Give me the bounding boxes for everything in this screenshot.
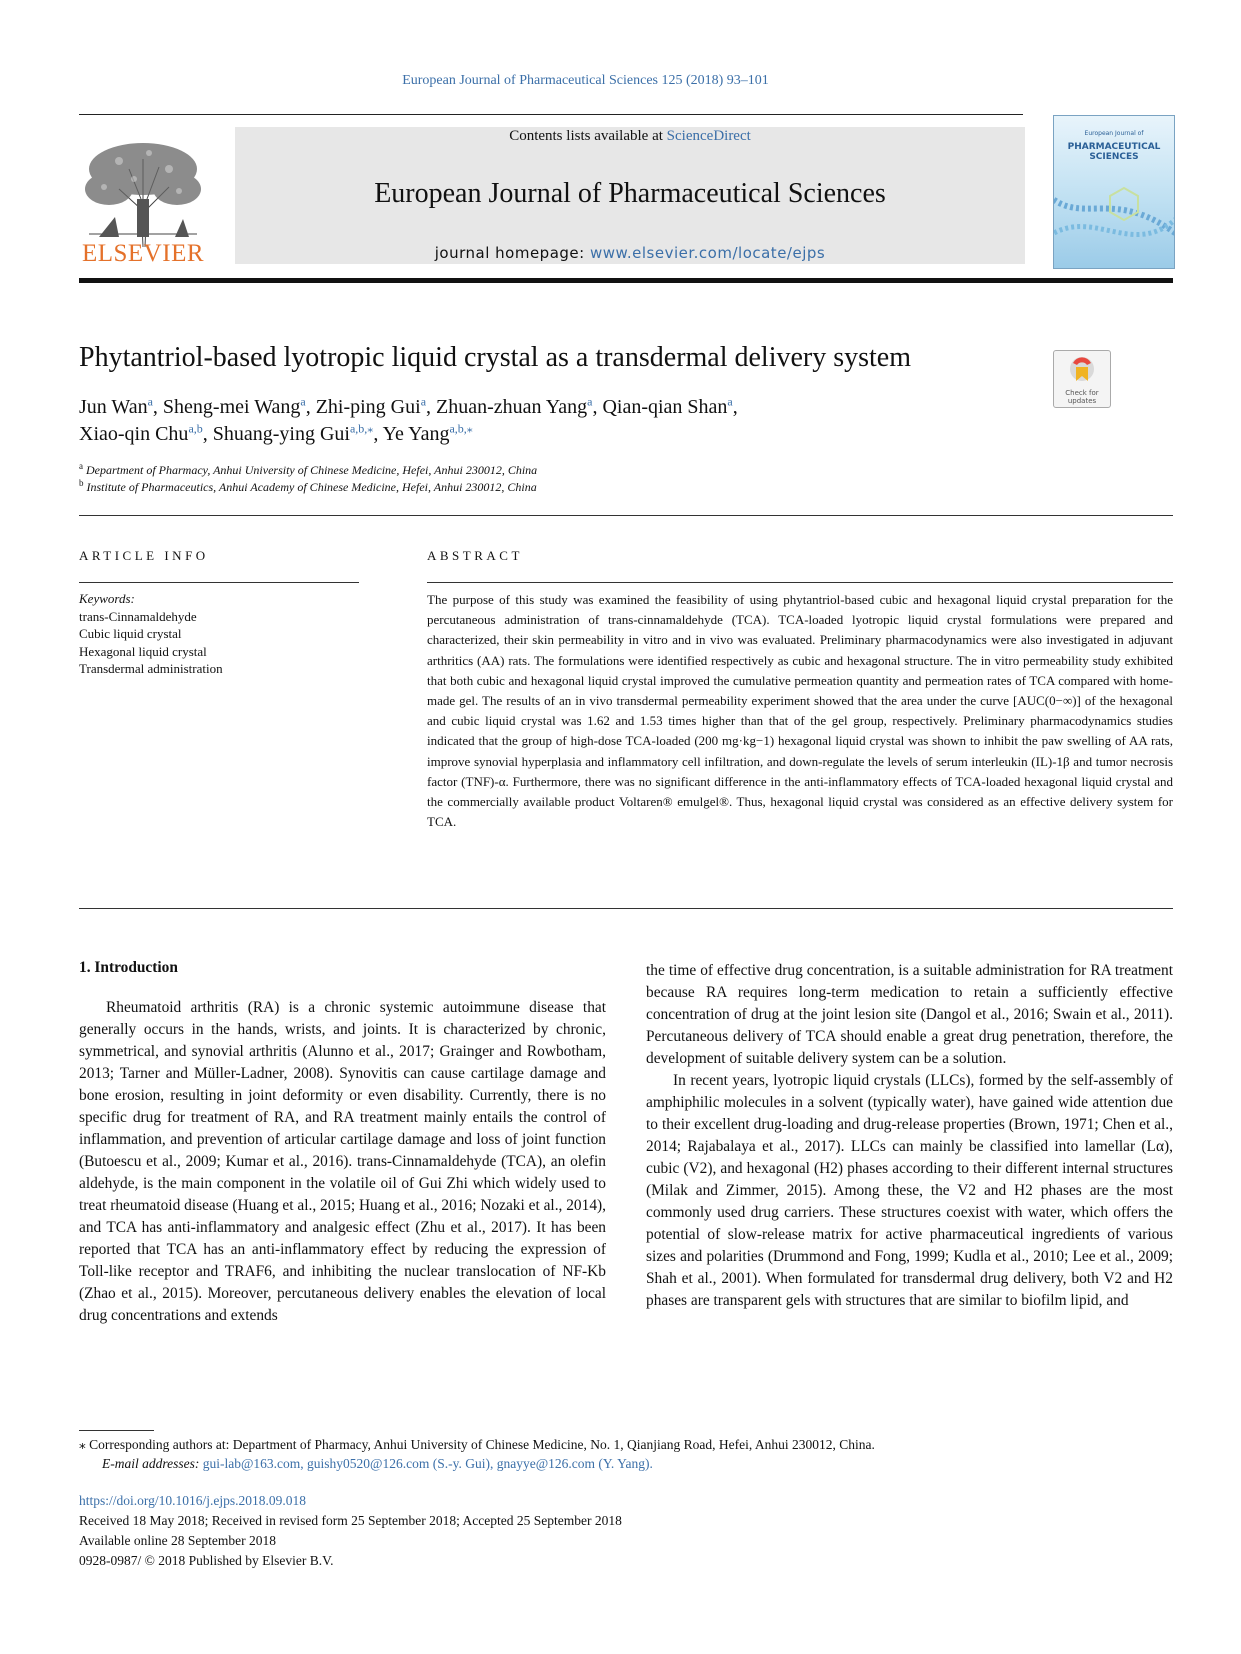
check-updates-icon — [1054, 351, 1110, 391]
affiliation-a: $^a$ Department of Pharmacy, Anhui University of Chinese Medicine, Hefei, Anhui 230012, China — [79, 461, 538, 477]
doi-link[interactable]: https://doi.org/10.1016/j.ejps.2018.09.018 — [79, 1493, 307, 1508]
author-line-1: Jun Wan$^a$, Sheng-mei Wang$^a$, Zhi-ping Gui$^a$, Zhuan-zhuan Yang$^a$, Qian-qian Shan$^a$, — [79, 394, 738, 418]
abstract-text: The purpose of this study was examined the feasibility of using phytantriol-based cubic and hexagonal liquid crystal preparation for the percutaneous administration of trans-cinnamaldehyde (TCA). TCA-loaded lyotropic liquid crystal formulations were prepared and characterized, their skin permeability in vitro and in vivo was evaluated. Preliminary pharmacodynamics were also investigated in adjuvant arthritics (AA) rats. The formulations were identified respectively as cubic and hexagonal structure. The in vitro permeability study exhibited that both cubic and hexagonal liquid crystal improved the cumulative permeation quantity and permeation rates of TCA compared with home-made gel. The results of an in vivo transdermal permeability experiment showed that the area under the curve [AUC(0−∞)] of the hexagonal and cubic liquid crystal was 1.62 and 1.53 times higher than that of the gel group, respectively. Preliminary pharmacodynamics studies indicated that the group of high-dose TCA-loaded (200 mg·kg−1) hexagonal liquid crystal was shown to inhibit the paw swelling of AA rats, improve synovial hyperplasia and inflammatory cell infiltration, and down-regulate the levels of serum interleukin (IL)-1β and tumor necrosis factor (TNF)-α. Furthermore, there was no significant difference in the anti-inflammatory effects of TCA-loaded hexagonal liquid crystal and the commercially available product Voltaren® emulgel®. Thus, hexagonal liquid crystal was considered as an effective delivery system for TCA. — [427, 592, 1173, 830]
cover-title: PHARMACEUTICAL SCIENCES — [1067, 142, 1161, 162]
corresponding-footnote — [79, 1436, 1173, 1473]
contents-line: Contents lists available at ScienceDirect — [509, 128, 751, 144]
journal-name: European Journal of Pharmaceutical Sciences — [374, 178, 886, 209]
sciencedirect-link[interactable]: ScienceDirect — [666, 128, 751, 144]
header-thick-rule — [79, 278, 1173, 283]
header-rule — [79, 114, 1023, 115]
author-affiliation-mark[interactable]: a — [147, 394, 153, 409]
cover-molecule-graphic — [1054, 166, 1174, 268]
author-affiliation-mark[interactable]: a,b,⁎ — [449, 421, 473, 436]
footnote-rule — [79, 1430, 154, 1431]
author-affiliation-mark[interactable]: a,b — [188, 421, 203, 436]
check-updates-label: Check for updates — [1065, 389, 1099, 405]
received-dates: Received 18 May 2018; Received in revised form 25 September 2018; Accepted 25 September 2018 — [79, 1513, 622, 1528]
journal-homepage: journal homepage: www.elsevier.com/locate/ejps — [434, 244, 826, 262]
elsevier-wordmark: ELSEVIER — [81, 240, 205, 267]
body-paragraph: Rheumatoid arthritis (RA) is a chronic systemic autoimmune disease that generally occurs in the hands, wrists, and joints. It is characterized by chronic, symmetrical, and synovial arthritis (Alunno et al., 2017; Grainger and Rowbotham, 2013; Tarner and Müller-Ladner, 2008). Synovitis can cause cartilage damage and bone erosion, resulting in joint deformity or even disability. Currently, there is no specific drug for treatment of RA, and RA treatment mainly entails the control of inflammation, and prevention of articular cartilage damage and loss of joint function (Butoescu et al., 2009; Kumar et al., 2016). trans-Cinnamaldehyde (TCA), an olefin aldehyde, is the main component in the volatile oil of Gui Zhi which widely used to treat rheumatoid disease (Huang et al., 2015; Huang et al., 2016; Nozaki et al., 2014), and TCA has anti-inflammatory and analgesic effect (Zhu et al., 2017). It has been reported that TCA has an anti-inflammatory effect by reducing the expression of Toll-like receptor and TRAF6, and inhibiting the nuclear translocation of NF-Kb (Zhao et al., 2015). Moreover, percutaneous delivery enables the elevation of local drug concentrations and extends — [79, 999, 606, 1324]
article-info-heading: ARTICLE INFO — [79, 548, 209, 563]
journal-cover-thumbnail[interactable] — [1053, 115, 1175, 269]
author-name[interactable]: Zhi-ping Gui — [315, 396, 421, 418]
article-info-rule — [79, 582, 359, 583]
author-affiliation-mark[interactable]: a — [300, 394, 306, 409]
body-column-right — [646, 960, 1173, 1312]
author-name[interactable]: Jun Wan — [79, 396, 148, 418]
journal-citation[interactable]: European Journal of Pharmaceutical Sciences 125 (2018) 93–101 — [402, 73, 769, 88]
body-paragraph: In recent years, lyotropic liquid crystals (LLCs), formed by the self-assembly of amphiphilic molecules in a solvent (typically water), have gained wide attention due to their excellent drug-loading and drug-release properties (Brown, 1971; Chen et al., 2014; Rajabalaya et al., 2017). LLCs can mainly be classified into lamellar (Lα), cubic (V2), and hexagonal (H2) phases according to their different internal structures (Milak and Zimmer, 2015). Among these, the V2 and H2 phases are the most commonly used drug carriers. These structures coexist with water, which offers the potential of slow-release matrix for active pharmaceutical ingredients of various sizes and polarities (Drummond and Fong, 1999; Kudla et al., 2010; Lee et al., 2009; Shah et al., 2001). When formulated for transdermal drug delivery, both V2 and H2 phases are transparent gels with structures that are similar to biofilm lipid, and — [646, 1072, 1173, 1309]
keyword-item: Cubic liquid crystal — [79, 626, 182, 642]
body-paragraph: the time of effective drug concentration, is a suitable administration for RA treatment because RA requires long-term medication to retain a sufficiently effective concentration of drug at the joint lesion site (Dangol et al., 2016; Swain et al., 2011). Percutaneous delivery of TCA should enable a great drug penetration, therefore, the development of suitable delivery system can be a solution. — [646, 962, 1173, 1067]
keyword-item: Transdermal administration — [79, 661, 223, 677]
affiliation-b: $^b$ Institute of Pharmaceutics, Anhui Academy of Chinese Medicine, Hefei, Anhui 230012, China — [79, 478, 537, 494]
abstract-heading: ABSTRACT — [427, 548, 523, 563]
author-affiliation-mark[interactable]: a — [727, 394, 733, 409]
publication-info — [79, 1491, 622, 1571]
author-name[interactable]: Ye Yang — [382, 423, 450, 445]
abstract-end-rule — [79, 908, 1173, 909]
keywords-block — [79, 590, 223, 678]
corresponding-authors: ⁎ Corresponding authors at: Department of Pharmacy, Anhui University of Chinese Medicine, No. 1, Qianjiang Road, Hefei, Anhui 230012, China. — [79, 1437, 875, 1452]
abstract-rule — [427, 582, 1173, 583]
email-links[interactable]: gui-lab@163.com, guishy0520@126.com (S.-y. Gui), gnayye@126.com (Y. Yang). — [202, 1455, 653, 1471]
section-heading-introduction: 1. Introduction — [79, 959, 178, 976]
author-name[interactable]: Sheng-mei Wang — [162, 396, 301, 418]
author-name[interactable]: Zhuan-zhuan Yang — [436, 396, 588, 418]
section-rule — [79, 515, 1173, 516]
author-name[interactable]: Qian-qian Shan — [602, 396, 728, 418]
keyword-item: Hexagonal liquid crystal — [79, 643, 207, 659]
author-list — [79, 394, 979, 448]
homepage-link[interactable]: www.elsevier.com/locate/ejps — [589, 244, 826, 262]
keywords-label: Keywords: — [79, 591, 135, 606]
author-name[interactable]: Shuang-ying Gui — [212, 423, 350, 445]
copyright: 0928-0987/ © 2018 Published by Elsevier B.V. — [79, 1553, 334, 1568]
available-online: Available online 28 September 2018 — [79, 1533, 276, 1548]
author-line-2: Xiao-qin Chu$^{a,b}$, Shuang-ying Gui$^{a,b,⁎}$, Ye Yang$^{a,b,⁎}$ — [79, 421, 473, 445]
check-for-updates-badge[interactable] — [1053, 350, 1111, 408]
article-title: Phytantriol-based lyotropic liquid crystal as a transdermal delivery system — [79, 342, 912, 373]
author-name[interactable]: Xiao-qin Chu — [79, 423, 189, 445]
keyword-item: trans-Cinnamaldehyde — [79, 608, 197, 624]
email-line: E-mail addresses: gui-lab@163.com, guishy0520@126.com (S.-y. Gui), gnayye@126.com (Y. Yang). — [102, 1455, 653, 1471]
author-affiliation-mark[interactable]: a,b,⁎ — [349, 421, 374, 436]
body-column-left — [79, 997, 606, 1327]
cover-top-line: European Journal of — [1084, 130, 1144, 137]
author-affiliation-mark[interactable]: a — [587, 394, 593, 409]
author-affiliation-mark[interactable]: a — [420, 394, 427, 409]
